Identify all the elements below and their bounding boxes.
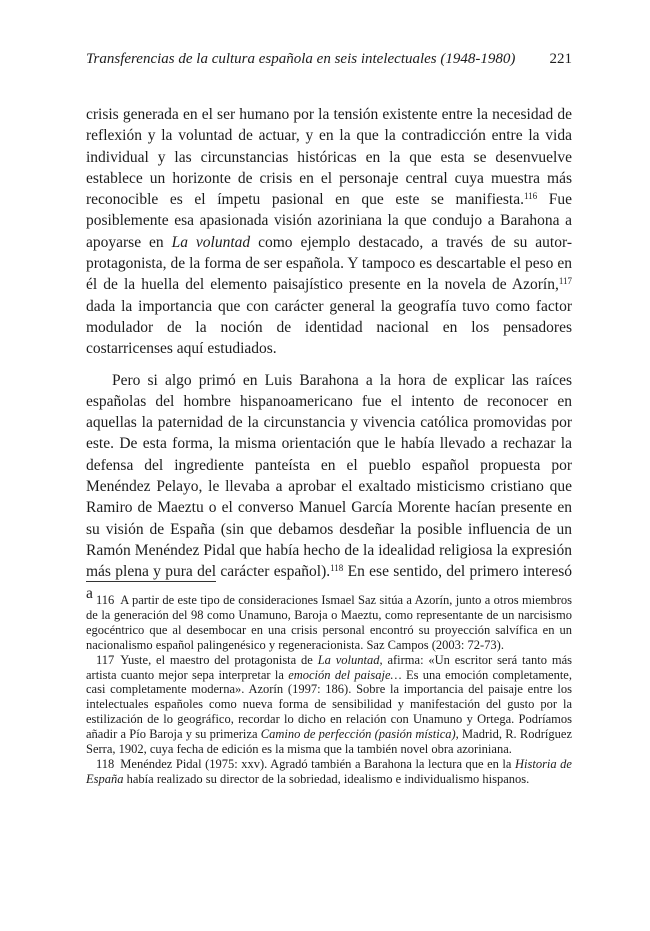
footnote-text: Madrid, R. Rodríguez Serra, 1902, cuya fecha de edición es la misma que la también novel obra azoriniana. (86, 727, 572, 757)
main-text (86, 104, 572, 604)
quoted-phrase: emoción del paisaje… (288, 667, 402, 682)
page-number: 221 (549, 51, 572, 67)
text-span: En ese sentido, del primero interesó a (86, 563, 572, 602)
running-header (86, 50, 572, 68)
footnote-number: 118 (96, 756, 115, 771)
footnote-number: 117 (96, 652, 115, 667)
paragraph (86, 104, 572, 360)
text-span: crisis generada en el ser humano por la tensión existente entre la necesidad de reflexión y la voluntad de actuar, y en la que la contradicción entre la vida individual y las circunstancias históricas en la que esta se desenvuelve establece un horizonte de crisis en el personaje central cuya muestra más reconocible es el ímpetu pasional en que este se manifiesta. (86, 106, 572, 209)
footnote-text: Yuste, el maestro del protagonista de (120, 652, 318, 667)
footnote-text: había realizado su director de la sobriedad, idealismo e individualismo hispanos. (123, 771, 530, 786)
footnote-118 (86, 757, 572, 787)
paragraph (86, 370, 572, 604)
footnote-separator (86, 581, 216, 582)
running-title: Transferencias de la cultura española en seis intelectuales (1948-1980) (86, 51, 516, 67)
text-span: dada la importancia que con carácter general la geografía tuvo como factor modulador de la noción de identidad nacional en los pensadores costarricenses aquí estudiados. (86, 297, 572, 358)
footnote-text: afirma: «Un escritor será tanto más artista cuanto mejor sepa interpretar la (86, 652, 572, 682)
book-title: Historia de España (86, 756, 572, 786)
footnotes (86, 593, 572, 787)
footnote-text: Es una emoción completamente, casi completamente moderna». Azorín (1997: 186). Sobre la importancia del paisaje entre los intelectuales españoles como nueva forma de sensibilidad y manifestación del gusto por la estilización de lo geográfico, recordar lo dicho en relación con Unamuno y Ortega. Podríamos añadir a Pío Baroja y su primeriza (86, 667, 572, 742)
footnote-116 (86, 593, 572, 653)
text-span: como ejemplo destacado, a través de su autor-protagonista, de la forma de ser española. Y tampoco es descartable el peso en él de la huella del elemento paisajístico presente en la novela de Azorín, (86, 233, 572, 294)
footnote-text: A partir de este tipo de consideraciones Ismael Saz sitúa a Azorín, junto a otros miembros de la generación del 98 como Unamuno, Baroja o Maeztu, como representante de un narcisismo egocéntrico que al desembocar en una crisis personal encontró su proyección salvífica en un nacionalismo español palingenésico y regeneracionista. Saz Campos (2003: 72-73). (86, 593, 572, 652)
footnote-ref-117[interactable]: 117 (558, 276, 572, 287)
book-title: La voluntad, (317, 652, 383, 667)
text-span: Fue posiblemente esa apasionada visión azoriniana la que condujo a Barahona a apoyarse en (86, 191, 573, 251)
footnote-text: Menéndez Pidal (1975: xxv). Agradó también a Barahona la lectura que en la (120, 756, 515, 771)
book-title: La voluntad (171, 233, 251, 251)
footnote-number: 116 (96, 593, 115, 607)
footnote-ref-118[interactable]: 118 (330, 563, 344, 574)
text-span: Pero si algo primó en Luis Barahona a la hora de explicar las raíces españolas del hombre hispanoamericano fue el intento de reconocer en aquellas la paternidad de la circunstancia y vivencia católica promovidas por este. De esta forma, la misma orientación que le había llevado a rechazar la defensa del ingrediente panteísta en el pueblo español propuesta por Menéndez Pelayo, le llevaba a aprobar el exaltado misticismo cristiano que Ramiro de Maeztu o el converso Manuel García Morente hacían presente en su visión de España (sin que debamos desdeñar la posible influencia de un Ramón Menéndez Pidal que había hecho de la idealidad religiosa la expresión más plena y pura del carácter español). (86, 371, 572, 581)
book-title: Camino de perfección (pasión mística), (260, 727, 459, 742)
footnote-117 (86, 653, 572, 757)
footnote-ref-116[interactable]: 116 (523, 191, 538, 202)
